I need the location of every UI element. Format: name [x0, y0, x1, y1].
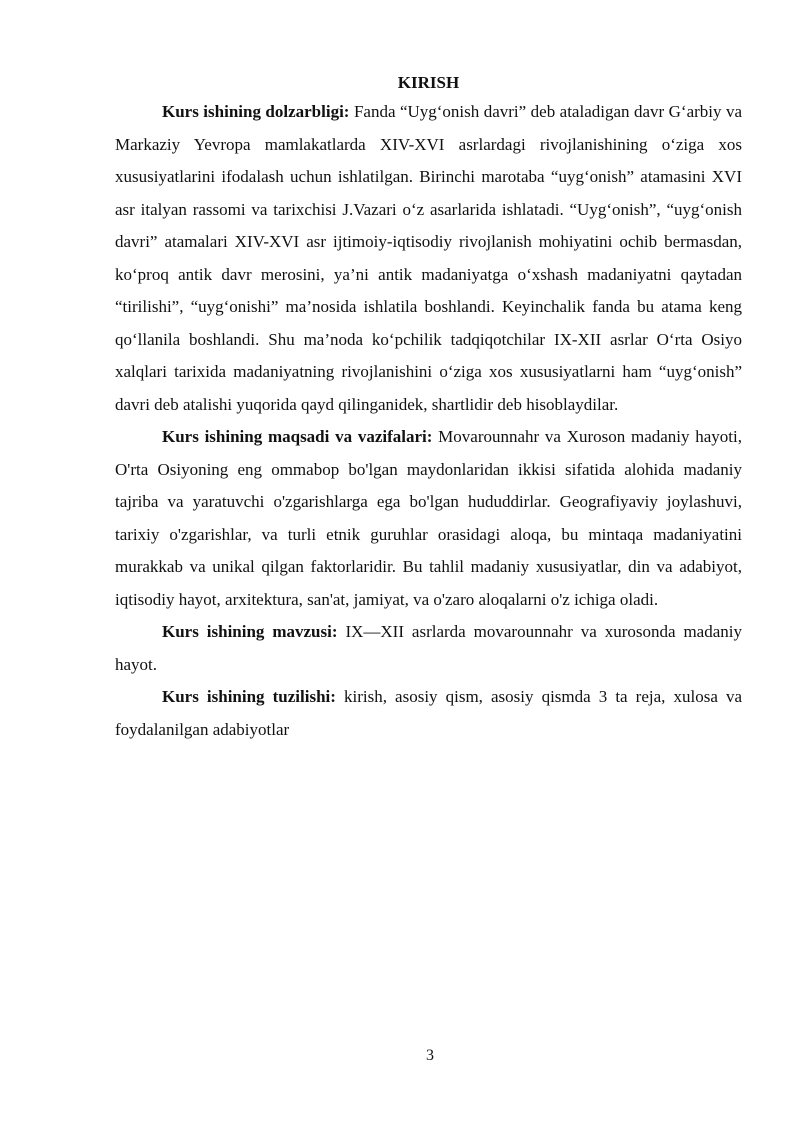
paragraph-text: Fanda “Uyg‘onish davri” deb ataladigan davr G‘arbiy va Markaziy Yevropa mamlakatlarda XIV-XVI asrlardagi rivojlanishining o‘ziga xos xususiyatlarini ifodalash uchun ishlatilgan. Birinchi marotaba “uyg‘onish” atamasini XVI asr italyan rassomi va tarixchisi J.Vazari o‘z asarlarida ishlatadi. “Uyg‘onish”, “uyg‘onish davri” atamalari XIV-XVI asr ijtimoiy-iqtisodiy rivojlanish mohiyatini ochib bermasdan, ko‘proq antik davr merosini, ya’ni antik madaniyatga o‘xshash madaniyatni qaytadan “tirilishi”, “uyg‘onishi” ma’nosida ishlatila boshlandi. Keyinchalik fanda bu atama keng qo‘llanila boshlandi. Shu ma’noda ko‘pchilik tadqiqotchilar IX-XII asrlar O‘rta Osiyo xalqlari tarixida madaniyatning rivojlanishini o‘ziga xos xususiyatlarni ham “uyg‘onish” davri deb atalishi yuqorida qayd qilinganidek, shartlidir deb hisoblaydilar.: [115, 102, 743, 414]
paragraph-heading: Kurs ishining dolzarbligi:: [162, 102, 350, 121]
paragraph-relevance: [115, 96, 742, 421]
paragraph-heading: Kurs ishining tuzilishi:: [162, 687, 336, 706]
paragraph-heading: Kurs ishining maqsadi va vazifalari:: [162, 427, 433, 446]
paragraph-goals: [115, 421, 742, 616]
paragraph-topic: [115, 616, 742, 681]
paragraph-heading: Kurs ishining mavzusi:: [162, 622, 338, 641]
paragraph-structure: [115, 681, 742, 746]
page-number: 3: [426, 1047, 434, 1064]
document-page: [115, 72, 742, 746]
page-title: KIRISH: [397, 73, 460, 92]
paragraph-text: IX—XII asrlarda movarounnahr va xurosonda madaniy hayot.: [115, 622, 742, 674]
paragraph-text: kirish, asosiy qism, asosiy qismda 3 ta reja, xulosa va foydalanilgan adabiyotlar: [115, 687, 742, 739]
paragraph-text: Movarounnahr va Xuroson madaniy hayoti, O'rta Osiyoning eng ommabop bo'lgan maydonlaridan ikkisi sifatida alohida madaniy tajriba va yaratuvchi o'zgarishlarga ega bo'lgan hududdirlar. Geografiyaviy joylashuvi, tarixiy o'zgarishlar, va turli etnik guruhlar orasidagi aloqa, bu mintaqa madaniyatini murakkab va unikal qilgan faktorlaridir. Bu tahlil madaniy xususiyatlar, din va adabiyot, iqtisodiy hayot, arxitektura, san'at, jamiyat, va o'zaro aloqalarni o'z ichiga oladi.: [115, 427, 742, 609]
